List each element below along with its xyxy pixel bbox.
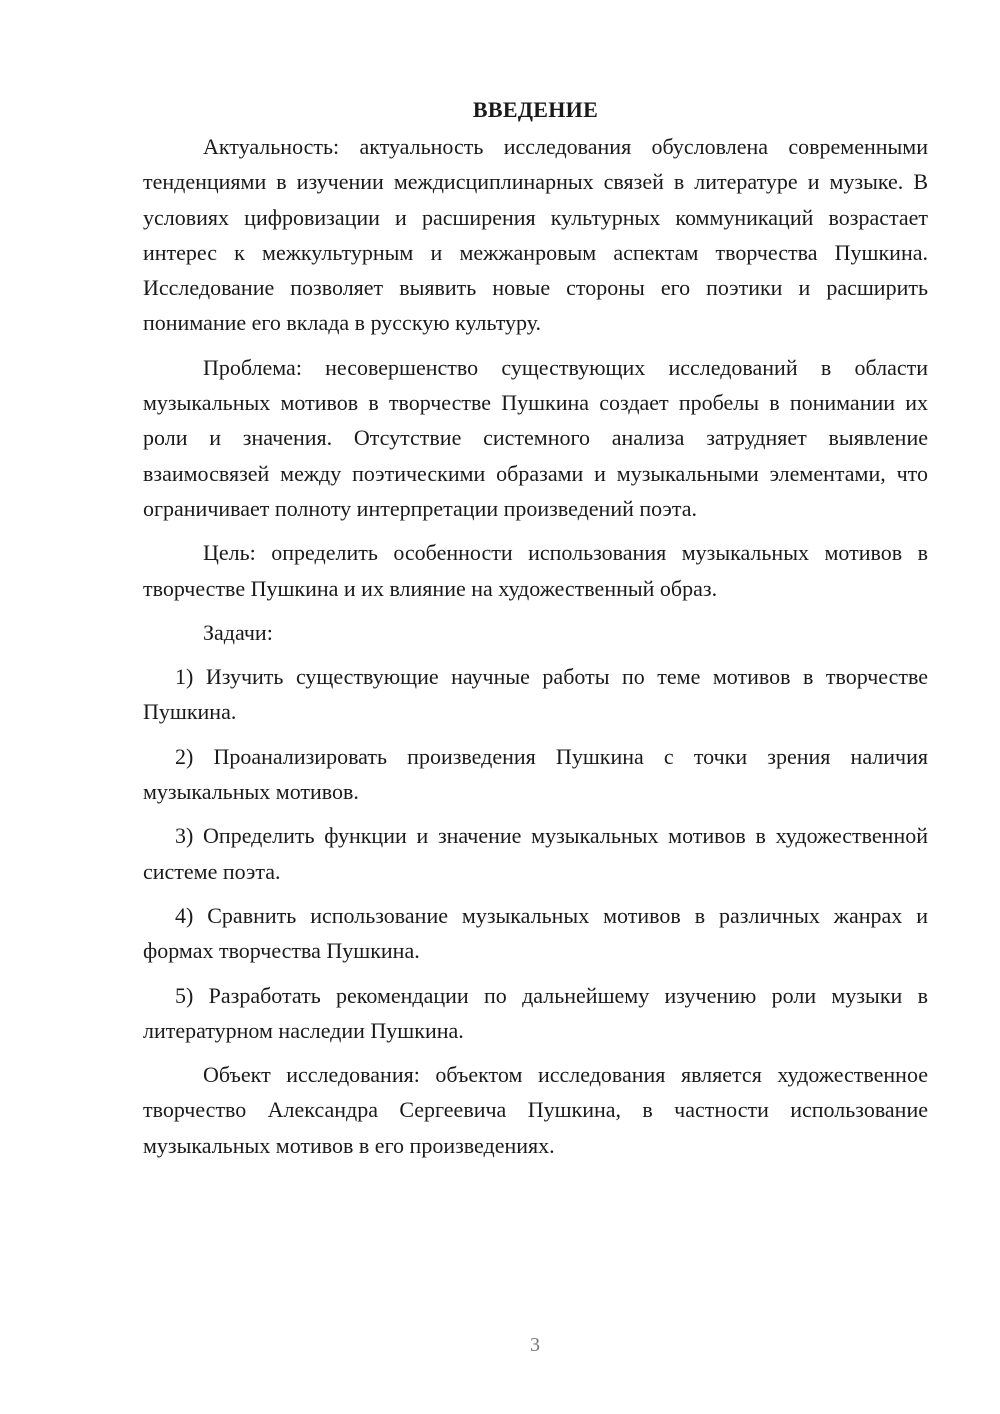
document-page bbox=[143, 92, 928, 1172]
page-number: 3 bbox=[530, 1334, 540, 1356]
section-heading: ВВЕДЕНИЕ bbox=[472, 97, 599, 122]
tasks-label: Задачи: bbox=[203, 619, 273, 645]
relevance-paragraph: Актуальность: актуальность исследования обусловлена современными тенденциями в изучении междисциплинарных связей в литературе и музыке. В условиях цифровизации и расширения культурных коммуникаций возрастает интерес к межкультурным и межжанровым аспектам творчества Пушкина. Исследование позволяет выявить новые стороны его поэтики и расширить понимание его вклада в русскую культуру. bbox=[143, 134, 928, 336]
task-item: 3) Определить функции и значение музыкальных мотивов в художественной системе поэта. bbox=[143, 823, 928, 884]
object-paragraph: Объект исследования: объектом исследования является художественное творчество Александра Сергеевича Пушкина, в частности использование музыкальных мотивов в его произведениях. bbox=[143, 1062, 928, 1158]
task-item: 5) Разработать рекомендации по дальнейшему изучению роли музыки в литературном наследии Пушкина. bbox=[143, 982, 928, 1043]
task-item: 2) Проанализировать произведения Пушкина с точки зрения наличия музыкальных мотивов. bbox=[143, 743, 928, 805]
task-item: 1) Изучить существующие научные работы по теме мотивов в творчестве Пушкина. bbox=[143, 664, 928, 725]
task-item: 4) Сравнить использование музыкальных мотивов в различных жанрах и формах творчества Пушкина. bbox=[143, 902, 928, 964]
problem-paragraph: Проблема: несовершенство существующих исследований в области музыкальных мотивов в творчестве Пушкина создает пробелы в понимании их роли и значения. Отсутствие системного анализа затрудняет выявление взаимосвязей между поэтическими образами и музыкальными элементами, что ограничивает полноту интерпретации произведений поэта. bbox=[143, 354, 928, 521]
goal-paragraph: Цель: определить особенности использования музыкальных мотивов в творчестве Пушкина и их влияние на художественный образ. bbox=[143, 540, 928, 601]
